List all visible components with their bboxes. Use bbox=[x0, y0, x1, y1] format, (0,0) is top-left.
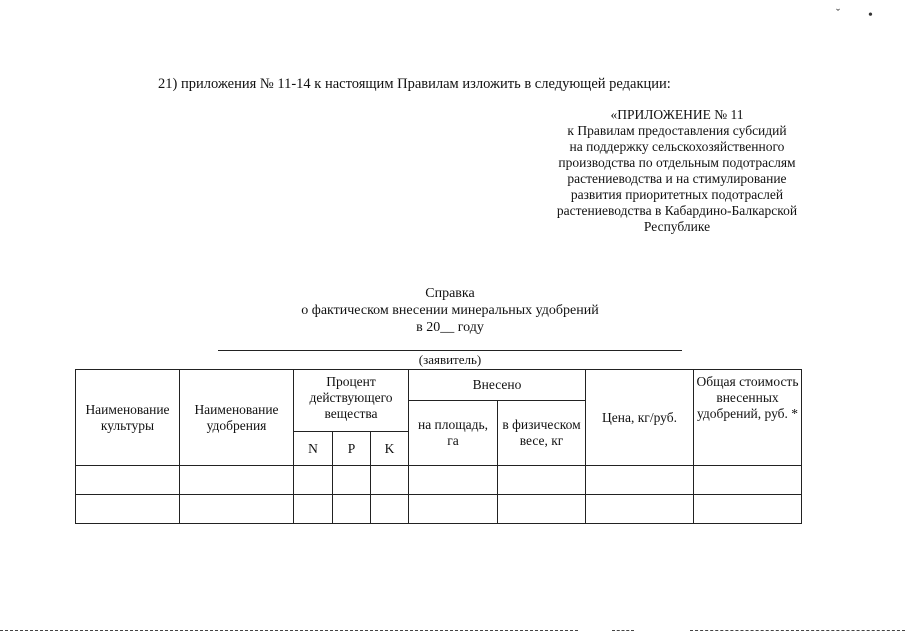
table-cell bbox=[586, 495, 694, 524]
intro-paragraph: 21) приложения № 11-14 к настоящим Правилам изложить в следующей редакции: bbox=[158, 76, 671, 92]
table-cell bbox=[498, 495, 586, 524]
header-k: K bbox=[371, 432, 409, 466]
title-line-1: Справка bbox=[425, 286, 475, 301]
header-n: N bbox=[294, 432, 333, 466]
appendix-line: к Правилам предоставления субсидий bbox=[567, 123, 787, 138]
appendix-line: производства по отдельным подотраслям bbox=[558, 155, 796, 170]
appendix-line: развития приоритетных подотраслей bbox=[570, 187, 784, 202]
fertilizer-table bbox=[75, 369, 802, 524]
table-cell bbox=[294, 495, 333, 524]
applicant-fill-line bbox=[218, 350, 682, 351]
header-price: Цена, кг/руб. bbox=[586, 370, 694, 466]
table-cell bbox=[333, 495, 371, 524]
table-cell bbox=[180, 495, 294, 524]
scan-edge-line bbox=[612, 630, 634, 631]
table-cell bbox=[76, 466, 180, 495]
table-cell bbox=[409, 466, 498, 495]
header-weight: в физическом весе, кг bbox=[498, 401, 586, 466]
header-total: Общая стоимость внесенных удобрений, руб. * bbox=[694, 370, 802, 466]
scan-edge-line bbox=[690, 630, 905, 631]
header-applied: Внесено bbox=[409, 370, 586, 401]
table-row bbox=[76, 466, 802, 495]
table-cell bbox=[76, 495, 180, 524]
table-cell bbox=[371, 495, 409, 524]
scan-edge-line bbox=[0, 630, 578, 631]
header-p: P bbox=[333, 432, 371, 466]
table-cell bbox=[694, 495, 802, 524]
table-cell bbox=[333, 466, 371, 495]
table-cell bbox=[409, 495, 498, 524]
scan-mark: • bbox=[868, 8, 873, 23]
header-crop: Наименование культуры bbox=[76, 370, 180, 466]
header-fertilizer: Наименование удобрения bbox=[180, 370, 294, 466]
document-title bbox=[220, 285, 680, 336]
title-line-2: о фактическом внесении минеральных удобрений bbox=[301, 303, 599, 318]
appendix-header bbox=[532, 107, 822, 235]
scan-mark: ˇ bbox=[836, 6, 840, 20]
appendix-line: растениеводства и на стимулирование bbox=[567, 171, 787, 186]
applicant-label: (заявитель) bbox=[418, 352, 482, 367]
header-area: на площадь, га bbox=[409, 401, 498, 466]
table-cell bbox=[694, 466, 802, 495]
table-cell bbox=[498, 466, 586, 495]
header-percent: Процент действующего вещества bbox=[294, 370, 409, 432]
appendix-line: «ПРИЛОЖЕНИЕ № 11 bbox=[610, 107, 744, 122]
appendix-line: Республике bbox=[643, 219, 711, 234]
table-row bbox=[76, 495, 802, 524]
table-cell bbox=[371, 466, 409, 495]
table-cell bbox=[180, 466, 294, 495]
table-cell bbox=[586, 466, 694, 495]
title-line-3: в 20__ году bbox=[416, 320, 484, 335]
table-cell bbox=[294, 466, 333, 495]
appendix-line: растениеводства в Кабардино-Балкарской bbox=[556, 203, 798, 218]
appendix-line: на поддержку сельскохозяйственного bbox=[569, 139, 785, 154]
